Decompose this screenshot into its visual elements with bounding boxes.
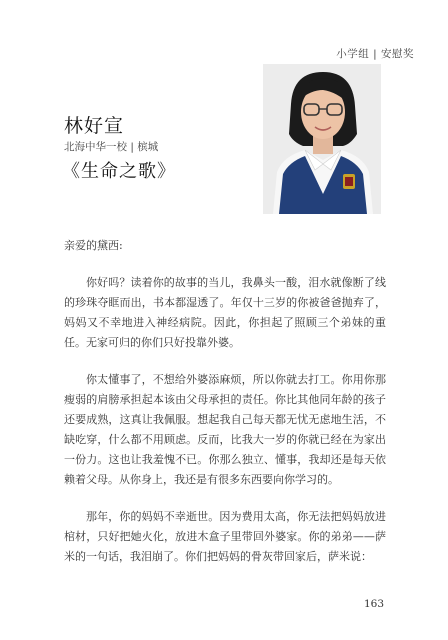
- paragraph: 你太懂事了，不想给外婆添麻烦，所以你就去打工。你用你那瘦弱的肩膀承担起本该由父母承担的责任。你比其他同年龄的孩子还要成熟，这真让我佩服。想起我自己每天都无忧无虑地生活，不缺吃穿，什么都不用顾虑。反而，比我大一岁的你就已经在为家出一份力。这也让我羞愧不已。你那么独立、懂事，我却还是每天依赖着父母。从你身上，我还是有很多东西要向你学习的。: [64, 373, 386, 486]
- essay-body: [64, 236, 386, 584]
- author-photo: [263, 64, 381, 214]
- paragraph: 你好吗？读着你的故事的当儿，我鼻头一酸，泪水就像断了线的珍珠夺眶而出，书本都湿透了。年仅十三岁的你被爸爸抛弃了，妈妈又不幸地进入神经病院。因此，你担起了照顾三个弟妹的重任。无家可归的你们只好投靠外婆。: [64, 276, 386, 349]
- paragraph: 那年，你的妈妈不幸逝世。因为费用太高，你无法把妈妈放进棺材，只好把她火化，放进木盒子里带回外婆家。你的弟弟——萨米的一句话，我泪崩了。你们把妈妈的骨灰带回家后，萨米说：: [64, 510, 386, 563]
- essay-title: 《生命之歌》: [62, 161, 176, 182]
- author-school: 北海中华一校 | 槟城: [64, 141, 159, 153]
- page-number: 163: [363, 598, 384, 610]
- letter-greeting: 亲爱的黛西:: [64, 239, 123, 252]
- category-label: 小学组 | 安慰奖: [336, 48, 414, 60]
- author-name: 林好宣: [64, 115, 125, 137]
